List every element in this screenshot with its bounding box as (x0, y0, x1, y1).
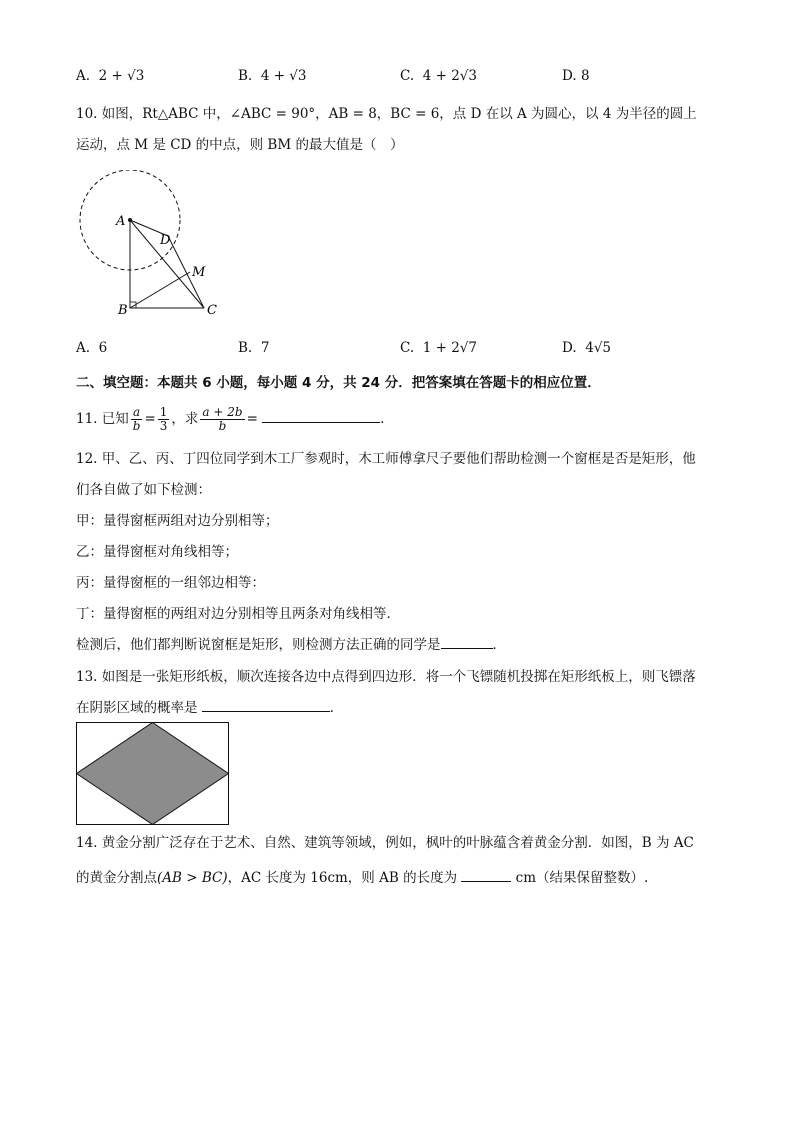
q11-stem: 11. 已知 $\frac{a}{b}$ = $\frac{1}{3}$ ，求 $\frac{a + 2b}{b}$ = . (76, 405, 385, 433)
q9-option-c: C. 4 + 2√3 (400, 68, 477, 84)
q9-option-a: A. 2 + √3 (76, 68, 145, 84)
q12-conclusion: 检测后，他们都判断说窗框是矩形，则检测方法正确的同学是 ． (76, 637, 506, 653)
q10-stem-line1: 10. 如图，Rt△ABC 中，∠ABC = 90°，AB = 8，BC = 6，点 D 在以 A 为圆心，以 4 为半径的圆上 (76, 106, 697, 122)
section2-heading: 二、填空题：本题共 6 小题，每小题 4 分，共 24 分．把答案填在答题卡的相应位置． (76, 375, 601, 391)
q10-label-a: A (116, 214, 126, 229)
q10-stem-line2: 运动，点 M 是 CD 的中点，则 BM 的最大值是（ ） (76, 137, 404, 153)
q9-option-d: D. 8 (562, 68, 590, 84)
q9-option-b: B. 4 + √3 (238, 68, 307, 84)
q12-item-ding: 丁：量得窗框的两组对边分别相等且两条对角线相等． (76, 606, 400, 622)
q10-figure (76, 170, 236, 320)
q10-option-d: D. 4√5 (562, 340, 612, 356)
q12-answer-blank[interactable] (441, 648, 493, 649)
q10-label-m: M (192, 265, 206, 280)
q14-stem-line2: 的黄金分割点(AB > BC)，AC 长度为 16cm，则 AB 的长度为 cm（结果保留整数）. (76, 870, 649, 886)
q10-label-c: C (207, 303, 217, 318)
q12-item-jia: 甲：量得窗框两组对边分别相等； (76, 513, 279, 529)
q11-frac-a-over-b: $\frac{a}{b}$ (132, 405, 141, 433)
q10-label-d: D (160, 233, 171, 248)
q14-stem-line1: 14. 黄金分割广泛存在于艺术、自然、建筑等领域，例如，枫叶的叶脉蕴含着黄金分割．如图，B 为 AC (76, 835, 694, 851)
q11-frac-expression: $\frac{a + 2b}{b}$ (202, 405, 243, 433)
q10-point-a (128, 218, 132, 222)
q12-item-bing: 丙：量得窗框的一组邻边相等： (76, 575, 265, 591)
q13-figure (76, 722, 230, 826)
q12-stem-line2: 们各自做了如下检测： (76, 482, 211, 498)
q13-answer-blank[interactable] (202, 711, 330, 712)
q10-option-b: B. 7 (238, 340, 270, 356)
q10-option-c: C. 1 + 2√7 (400, 340, 477, 356)
q13-stem-line1: 13. 如图是一张矩形纸板，顺次连接各边中点得到四边形．将一个飞镖随机投掷在矩形纸板上，则飞镖落 (76, 669, 696, 685)
q10-seg-bm (130, 272, 190, 308)
q10-label-b: B (118, 303, 128, 318)
q13-stem-line2: 在阴影区域的概率是 ． (76, 700, 344, 716)
q12-stem-line1: 12. 甲、乙、丙、丁四位同学到木工厂参观时，木工师傅拿尺子要他们帮助检测一个窗框是否是矩形，他 (76, 451, 696, 467)
q10-option-a: A. 6 (76, 340, 108, 356)
q14-answer-blank[interactable] (461, 881, 511, 882)
q11-answer-blank[interactable] (262, 422, 380, 423)
q12-item-yi: 乙：量得窗框对角线相等； (76, 544, 238, 560)
q11-frac-one-third: $\frac{1}{3}$ (159, 405, 168, 433)
